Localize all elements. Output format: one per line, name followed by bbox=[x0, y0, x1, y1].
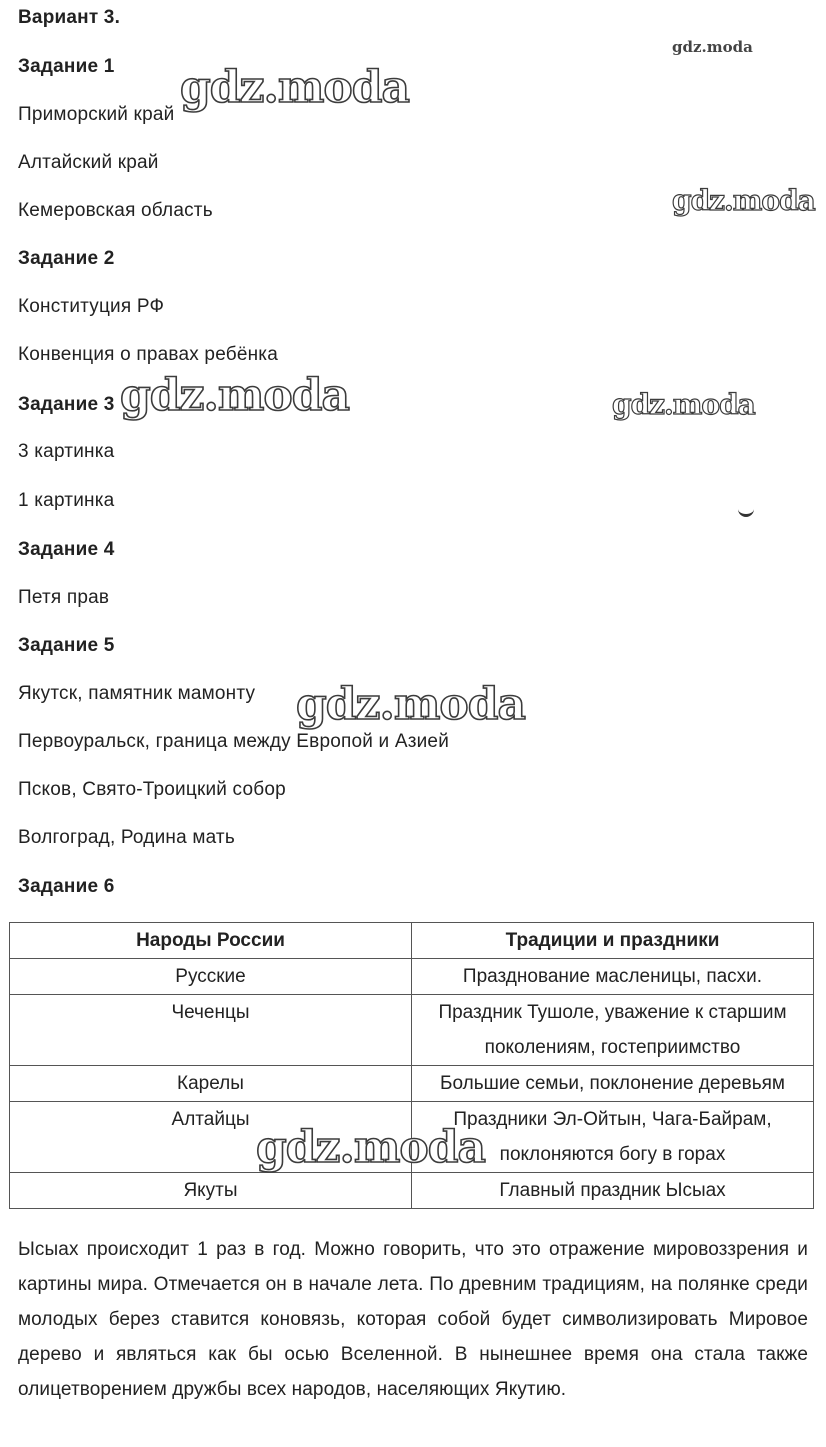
task-3-title: Задание 3 bbox=[18, 394, 115, 415]
watermark-logo: gdz.moda bbox=[296, 679, 526, 730]
table-row bbox=[10, 1066, 814, 1102]
table-row bbox=[10, 1173, 814, 1209]
task-6-title: Задание 6 bbox=[18, 876, 115, 897]
task-1-answer-1: Приморский край bbox=[18, 104, 175, 125]
task-4-title: Задание 4 bbox=[18, 539, 115, 560]
task-5-title: Задание 5 bbox=[18, 635, 115, 656]
ink-smudge bbox=[738, 508, 754, 517]
watermark-logo: gdz.moda bbox=[256, 1122, 486, 1173]
task-1-answer-3: Кемеровская область bbox=[18, 200, 213, 221]
task-5-answer-3: Псков, Свято-Троицкий собор bbox=[18, 779, 286, 800]
table-cell-people: Алтайцы bbox=[10, 1102, 412, 1173]
task-3-answer-1: 3 картинка bbox=[18, 441, 115, 462]
table-cell-people: Русские bbox=[10, 959, 412, 995]
watermark-logo: gdz.moda bbox=[672, 184, 815, 217]
task-2-title: Задание 2 bbox=[18, 248, 115, 269]
table-header-traditions: Традиции и праздники bbox=[412, 923, 814, 959]
task-1-answer-2: Алтайский край bbox=[18, 152, 159, 173]
table-cell-people: Карелы bbox=[10, 1066, 412, 1102]
task-4-answer-1: Петя прав bbox=[18, 587, 110, 608]
watermark-logo: gdz.moda bbox=[180, 62, 410, 113]
watermark-logo: gdz.moda bbox=[612, 388, 755, 421]
table-row bbox=[10, 995, 814, 1066]
task-5-answer-2: Первоуральск, граница между Европой и Азией bbox=[18, 731, 450, 752]
table-cell-tradition: Празднование масленицы, пасхи. bbox=[412, 959, 814, 995]
table-cell-people: Якуты bbox=[10, 1173, 412, 1209]
table-row bbox=[10, 959, 814, 995]
yhyakh-paragraph: Ысыах происходит 1 раз в год. Можно говорить, что это отражение мировоззрения и картины мира. Отмечается он в начале лета. По древним традициям, на полянке среди молодых берез ставится коновязь, которая собой будет символизировать Мировое дерево и являться как бы осью Вселенной. В нынешнее время она стала также олицетворением дружбы всех народов, населяющих Якутию. bbox=[18, 1239, 808, 1400]
task-3-answer-2: 1 картинка bbox=[18, 490, 115, 511]
task-5-answer-1: Якутск, памятник мамонту bbox=[18, 683, 256, 704]
table-cell-tradition: Главный праздник Ысыах bbox=[412, 1173, 814, 1209]
table-header-row bbox=[10, 923, 814, 959]
watermark-logo: gdz.moda bbox=[120, 370, 350, 421]
variant-title: Вариант 3. bbox=[18, 7, 121, 28]
task-2-answer-2: Конвенция о правах ребёнка bbox=[18, 344, 278, 365]
table-header-peoples: Народы России bbox=[10, 923, 412, 959]
table-cell-tradition: Праздники Эл-Ойтын, Чага-Байрам, поклоняются богу в горах bbox=[412, 1102, 814, 1173]
task-1-title: Задание 1 bbox=[18, 56, 115, 77]
task-2-answer-1: Конституция РФ bbox=[18, 296, 165, 317]
table-cell-people: Чеченцы bbox=[10, 995, 412, 1066]
table-cell-tradition: Праздник Тушоле, уважение к старшим поколениям, гостеприимство bbox=[412, 995, 814, 1066]
watermark-logo: gdz.moda bbox=[672, 38, 753, 56]
task-5-answer-4: Волгоград, Родина мать bbox=[18, 827, 235, 848]
table-cell-tradition: Большие семьи, поклонение деревьям bbox=[412, 1066, 814, 1102]
